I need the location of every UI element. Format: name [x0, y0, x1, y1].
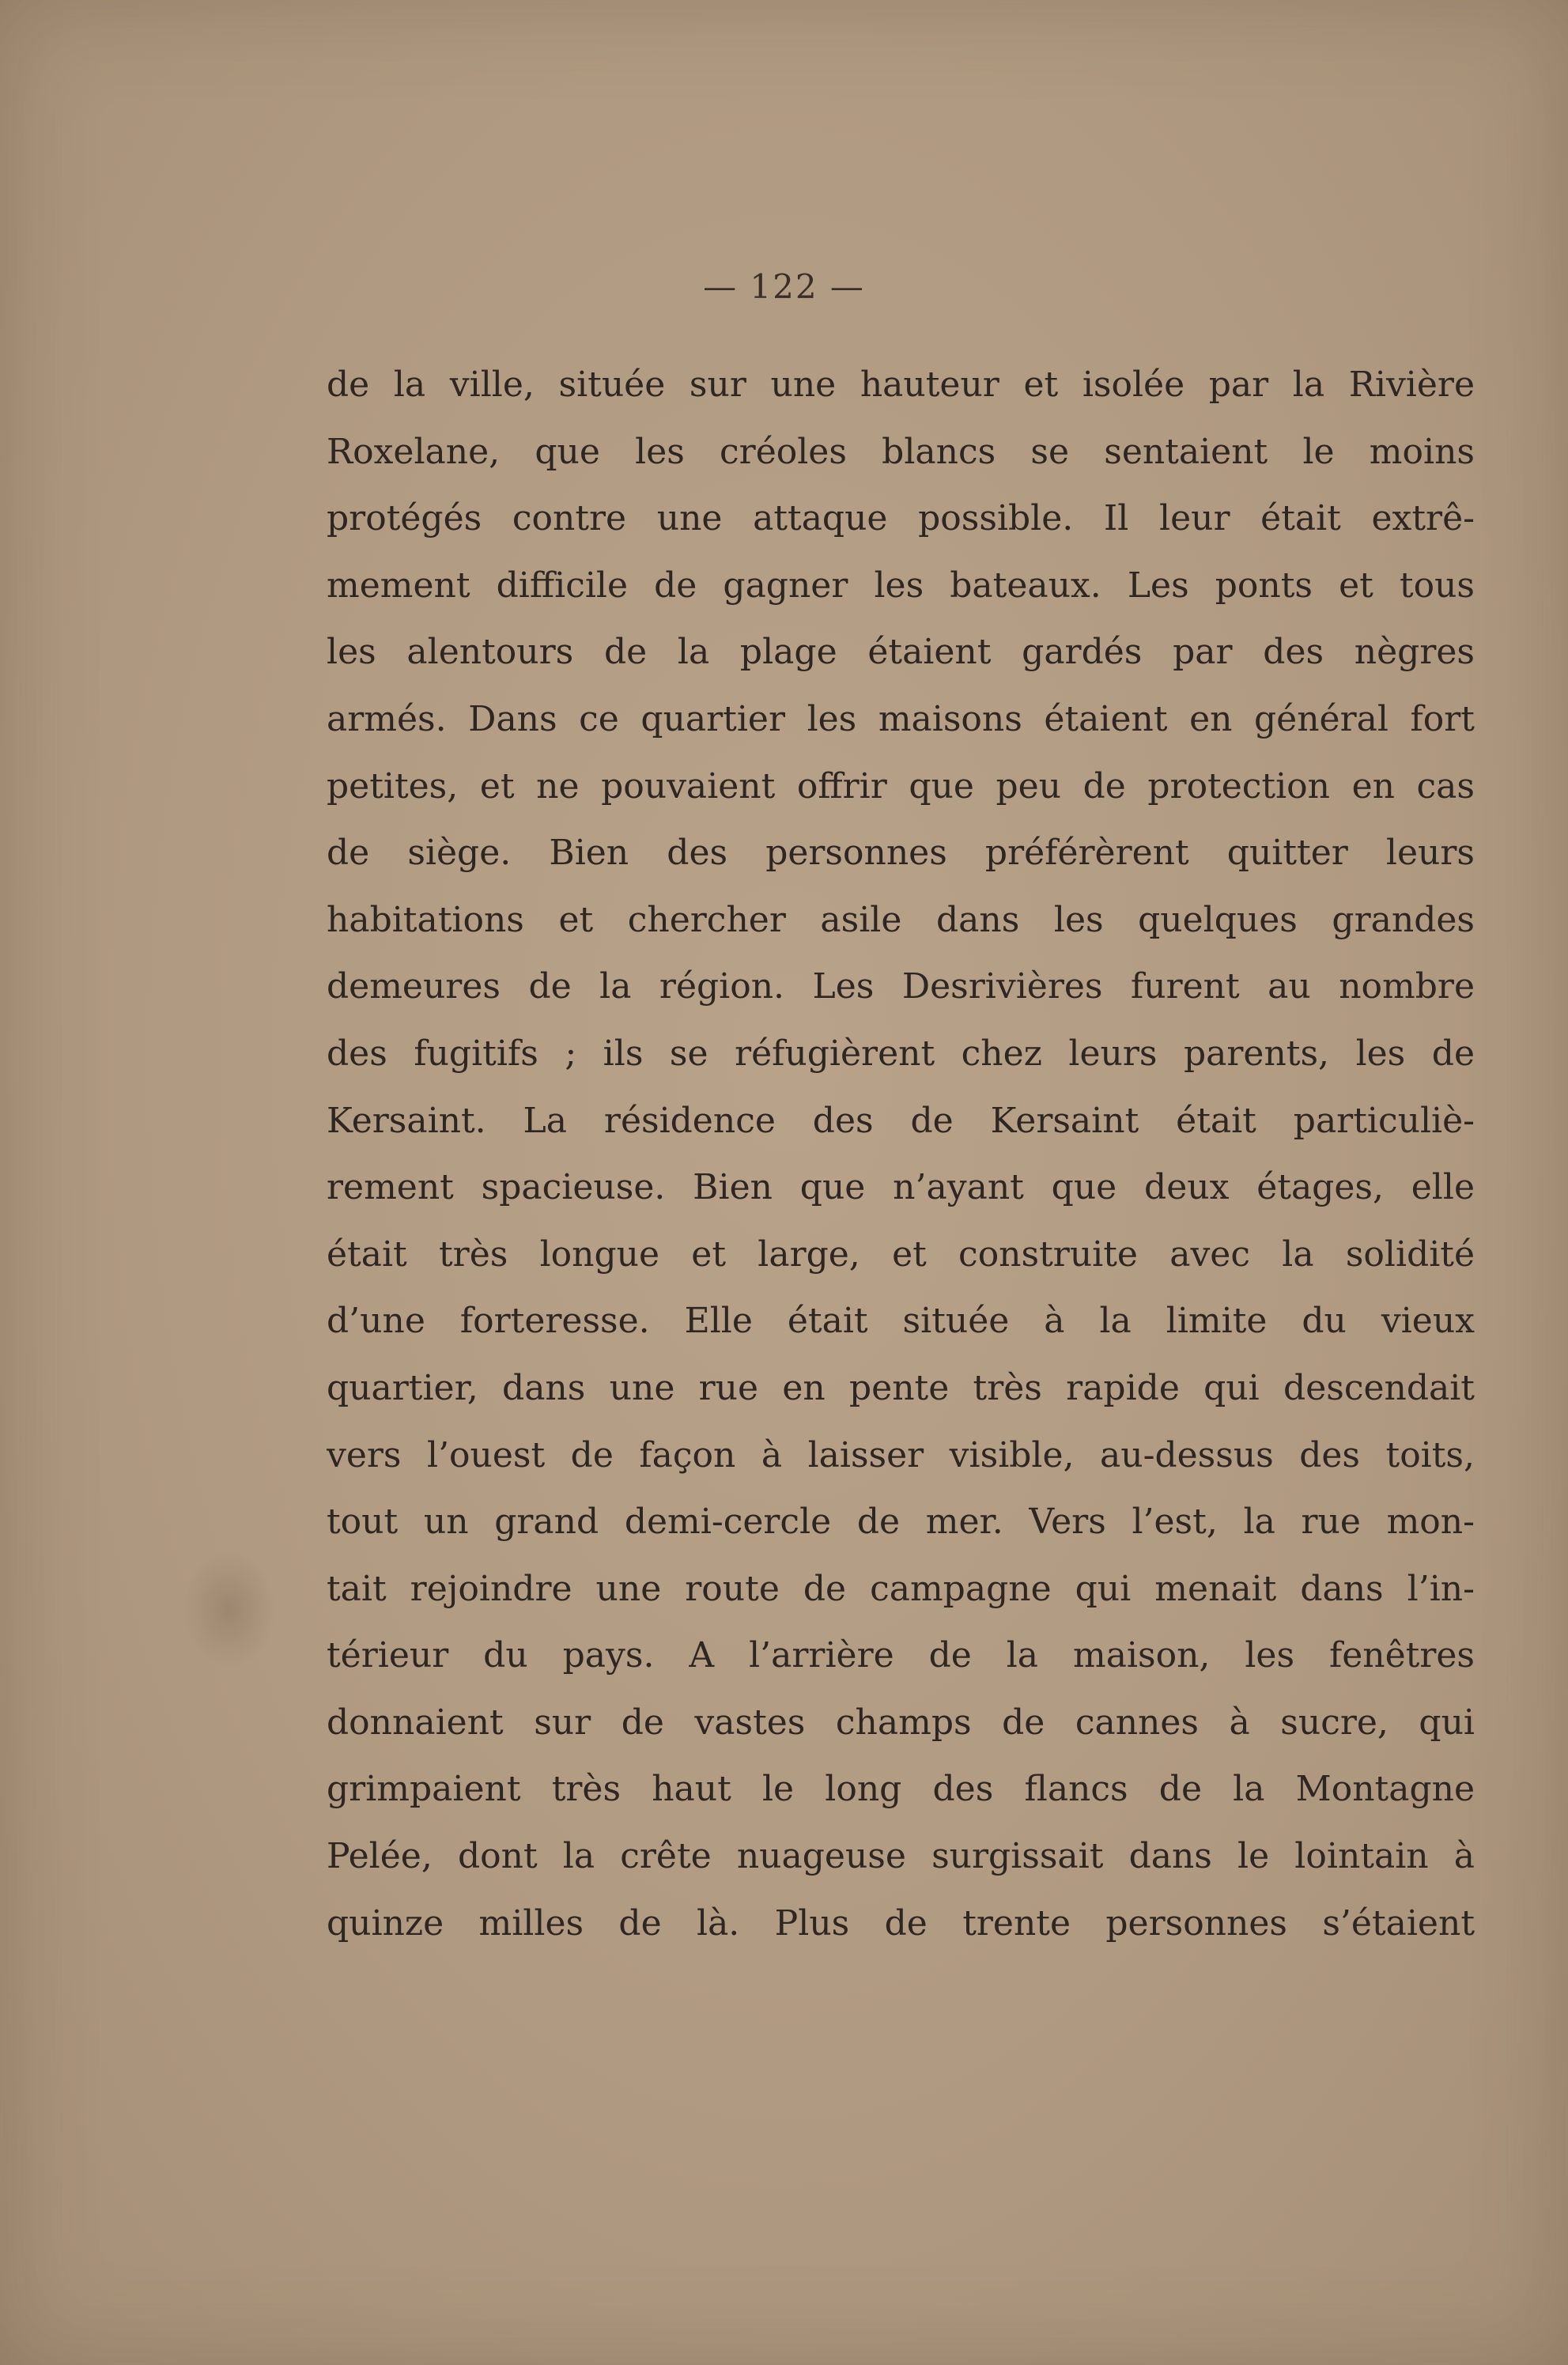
text-line: quartier, dans une rue en pente très rapide qui descendait — [327, 1367, 1475, 1408]
text-line: Kersaint. La résidence des de Kersaint était particuliè- — [327, 1100, 1475, 1141]
text-line: vers l’ouest de façon à laisser visible, au-dessus des toits, — [327, 1434, 1475, 1475]
text-line: donnaient sur de vastes champs de cannes à sucre, qui — [327, 1702, 1475, 1743]
page-number: — 122 — — [703, 267, 865, 306]
text-line: demeures de la région. Les Desrivières furent au nombre — [327, 966, 1475, 1007]
text-line: mement difficile de gagner les bateaux. Les ponts et tous — [327, 565, 1475, 606]
text-line: tait rejoindre une route de campagne qui menait dans l’in- — [327, 1568, 1475, 1609]
text-line: térieur du pays. A l’arrière de la maison, les fenêtres — [327, 1635, 1475, 1676]
text-line: d’une forteresse. Elle était située à la limite du vieux — [327, 1301, 1475, 1342]
text-line: grimpaient très haut le long des flancs de la Montagne — [327, 1769, 1475, 1810]
text-line: petites, et ne pouvaient offrir que peu de protection en cas — [327, 765, 1475, 807]
text-line: quinze milles de là. Plus de trente personnes s’étaient — [327, 1902, 1475, 1944]
paper-stain — [182, 1550, 277, 1668]
text-line: de siège. Bien des personnes préférèrent quitter leurs — [327, 833, 1475, 874]
text-line: de la ville, située sur une hauteur et isolée par la Rivière — [327, 365, 1475, 405]
text-line: armés. Dans ce quartier les maisons étaient en général fort — [327, 698, 1475, 739]
text-line: rement spacieuse. Bien que n’ayant que deux étages, elle — [327, 1167, 1475, 1208]
text-line: était très longue et large, et construite avec la solidité — [327, 1234, 1475, 1275]
text-line: Roxelane, que les créoles blancs se sentaient le moins — [327, 431, 1475, 472]
body-text — [327, 352, 1475, 1957]
text-line: les alentours de la plage étaient gardés par des nègres — [327, 632, 1475, 673]
text-line: protégés contre une attaque possible. Il leur était extrê- — [327, 498, 1475, 539]
text-line: des fugitifs ; ils se réfugièrent chez leurs parents, les de — [327, 1033, 1475, 1074]
text-line: habitations et chercher asile dans les quelques grandes — [327, 899, 1475, 940]
text-line: tout un grand demi-cercle de mer. Vers l’est, la rue mon- — [327, 1502, 1475, 1543]
text-line: Pelée, dont la crête nuageuse surgissait dans le lointain à — [327, 1836, 1475, 1877]
